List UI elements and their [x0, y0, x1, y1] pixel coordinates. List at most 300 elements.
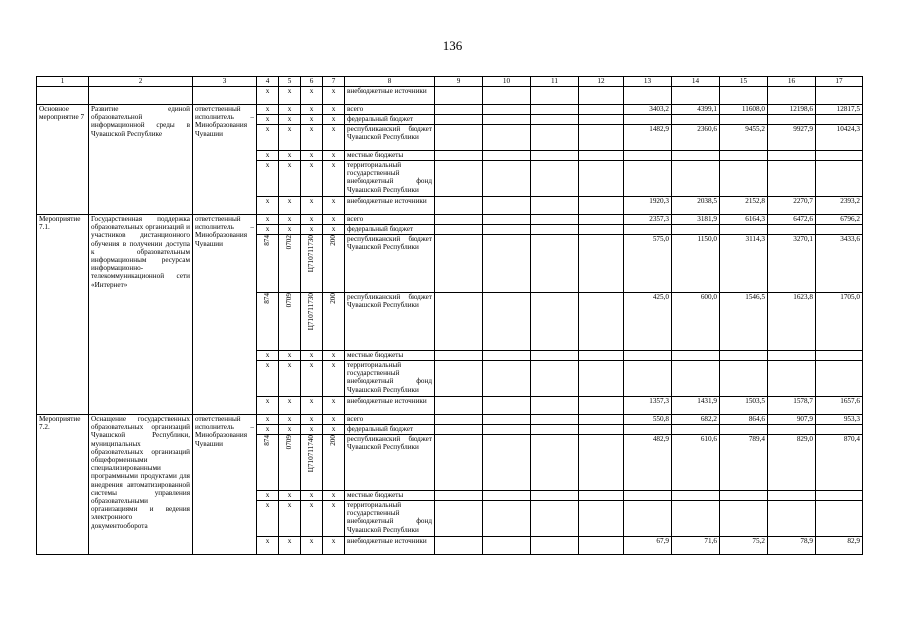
budget-value: 482,9: [624, 435, 672, 491]
empty-year-cell: [531, 491, 579, 501]
budget-value: 682,2: [672, 415, 720, 425]
budget-code: x: [279, 105, 301, 115]
budget-value: 10424,3: [816, 125, 863, 151]
budget-value: [768, 361, 816, 397]
empty-year-cell: [579, 293, 624, 351]
budget-code: x: [301, 491, 323, 501]
budget-value: 1705,0: [816, 293, 863, 351]
event-name: Мероприятие 7.1.: [37, 215, 89, 415]
budget-code: [323, 235, 345, 293]
budget-value: 789,4: [720, 435, 768, 491]
budget-value: 870,4: [816, 435, 863, 491]
empty-year-cell: [579, 125, 624, 151]
budget-value: [720, 351, 768, 361]
budget-value: [768, 501, 816, 537]
budget-value: 6164,3: [720, 215, 768, 225]
budget-value: 1503,5: [720, 397, 768, 415]
column-number: 17: [816, 77, 863, 87]
budget-code: x: [257, 397, 279, 415]
responsible-executor: ответственный исполнитель – Минобразования Чувашии: [193, 415, 257, 555]
funding-source: местные бюджеты: [345, 491, 435, 501]
table-row: [37, 415, 863, 425]
budget-value: [720, 425, 768, 435]
empty-year-cell: [435, 161, 483, 197]
funding-source: республиканский бюджет Чувашской Республики: [345, 235, 435, 293]
budget-code: x: [323, 197, 345, 215]
budget-value: [672, 361, 720, 397]
budget-value: [672, 161, 720, 197]
budget-value: 75,2: [720, 537, 768, 555]
budget-value: [816, 87, 863, 105]
budget-code-text: 200: [329, 235, 338, 246]
budget-value: [720, 491, 768, 501]
empty-year-cell: [435, 293, 483, 351]
budget-code: x: [257, 115, 279, 125]
budget-value: [624, 87, 672, 105]
empty-year-cell: [483, 501, 531, 537]
budget-value: 953,3: [816, 415, 863, 425]
budget-value: 6796,2: [816, 215, 863, 225]
budget-value: [624, 501, 672, 537]
budget-value: [768, 491, 816, 501]
budget-value: [672, 115, 720, 125]
budget-value: 1546,5: [720, 293, 768, 351]
budget-code: x: [279, 425, 301, 435]
budget-code: [323, 435, 345, 491]
budget-value: 3114,3: [720, 235, 768, 293]
budget-code: [301, 293, 323, 351]
budget-value: 12817,5: [816, 105, 863, 115]
budget-code: x: [301, 105, 323, 115]
empty-year-cell: [531, 151, 579, 161]
budget-code: x: [301, 225, 323, 235]
budget-code-text: Ц710711730: [307, 235, 316, 273]
budget-value: 610,6: [672, 435, 720, 491]
budget-code: x: [257, 491, 279, 501]
event-description: Оснащение государственных образовательных организаций Чувашской Республики, муниципальных образовательных организаций общеформенными специализированными программными продуктами для внедрения автоматизированной системы управления образовательными организациями и ведения электронного документооборота: [89, 415, 193, 555]
budget-code: x: [323, 361, 345, 397]
empty-year-cell: [483, 397, 531, 415]
empty-year-cell: [531, 225, 579, 235]
budget-code: x: [279, 537, 301, 555]
budget-code: x: [257, 215, 279, 225]
empty-year-cell: [435, 501, 483, 537]
budget-code: x: [257, 537, 279, 555]
budget-value: 1657,6: [816, 397, 863, 415]
budget-code: x: [323, 425, 345, 435]
column-number: 11: [531, 77, 579, 87]
empty-year-cell: [579, 161, 624, 197]
budget-code: x: [301, 425, 323, 435]
empty-year-cell: [531, 235, 579, 293]
budget-code: x: [301, 501, 323, 537]
empty-year-cell: [483, 225, 531, 235]
funding-source: республиканский бюджет Чувашской Республики: [345, 435, 435, 491]
budget-value: 1431,9: [672, 397, 720, 415]
empty-year-cell: [579, 235, 624, 293]
budget-code: x: [323, 397, 345, 415]
budget-value: [624, 491, 672, 501]
column-number: 13: [624, 77, 672, 87]
budget-code: x: [301, 537, 323, 555]
budget-value: [768, 425, 816, 435]
budget-value: [720, 161, 768, 197]
funding-source: территориальный государственный внебюджетный фонд Чувашской Республики: [345, 361, 435, 397]
budget-value: 2393,2: [816, 197, 863, 215]
budget-value: 829,0: [768, 435, 816, 491]
budget-value: [624, 151, 672, 161]
budget-value: [816, 225, 863, 235]
funding-source: территориальный государственный внебюджетный фонд Чувашской Республики: [345, 501, 435, 537]
empty-year-cell: [483, 105, 531, 115]
budget-code-text: 0709: [285, 293, 294, 308]
column-number: 12: [579, 77, 624, 87]
empty-year-cell: [531, 415, 579, 425]
funding-source: местные бюджеты: [345, 351, 435, 361]
empty-year-cell: [483, 161, 531, 197]
funding-source: всего: [345, 415, 435, 425]
budget-value: [624, 115, 672, 125]
budget-value: [816, 425, 863, 435]
budget-value: 2270,7: [768, 197, 816, 215]
empty-year-cell: [435, 151, 483, 161]
empty-year-cell: [579, 197, 624, 215]
budget-code: x: [301, 151, 323, 161]
budget-code: x: [323, 351, 345, 361]
empty-year-cell: [483, 435, 531, 491]
budget-value: [672, 87, 720, 105]
budget-code: x: [301, 87, 323, 105]
empty-year-cell: [483, 215, 531, 225]
empty-year-cell: [579, 491, 624, 501]
empty-year-cell: [435, 361, 483, 397]
budget-code: x: [257, 501, 279, 537]
budget-code: x: [257, 125, 279, 151]
budget-value: [672, 491, 720, 501]
budget-value: [624, 361, 672, 397]
empty-year-cell: [579, 115, 624, 125]
budget-value: [624, 425, 672, 435]
budget-code: x: [257, 361, 279, 397]
empty-year-cell: [579, 215, 624, 225]
empty-year-cell: [579, 361, 624, 397]
empty-year-cell: [531, 87, 579, 105]
empty-year-cell: [579, 105, 624, 115]
funding-source: местные бюджеты: [345, 151, 435, 161]
empty-year-cell: [531, 397, 579, 415]
budget-value: 1920,3: [624, 197, 672, 215]
budget-code: x: [323, 105, 345, 115]
empty-year-cell: [579, 87, 624, 105]
budget-code: x: [279, 87, 301, 105]
budget-code: x: [301, 415, 323, 425]
empty-year-cell: [531, 105, 579, 115]
budget-value: 3433,6: [816, 235, 863, 293]
budget-value: [720, 501, 768, 537]
empty-year-cell: [483, 151, 531, 161]
column-number: 3: [193, 77, 257, 87]
budget-value: [624, 161, 672, 197]
budget-code: [301, 435, 323, 491]
budget-value: 3403,2: [624, 105, 672, 115]
budget-code: x: [257, 161, 279, 197]
funding-source: внебюджетные источники: [345, 197, 435, 215]
funding-source: всего: [345, 215, 435, 225]
budget-value: 2152,8: [720, 197, 768, 215]
event-description: Государственная поддержка образовательных организаций и участников дистанционного обучения в получении доступа к образовательным информационным ресурсам информационно-телекоммуникационной сети «Интернет»: [89, 215, 193, 415]
empty-year-cell: [483, 197, 531, 215]
budget-code-text: Ц710711730: [307, 293, 316, 331]
empty-year-cell: [531, 115, 579, 125]
budget-value: 1578,7: [768, 397, 816, 415]
budget-code-text: 0709: [285, 435, 294, 450]
budget-code: x: [323, 87, 345, 105]
funding-source: федеральный бюджет: [345, 225, 435, 235]
empty-year-cell: [483, 491, 531, 501]
budget-value: [624, 225, 672, 235]
empty-year-cell: [435, 87, 483, 105]
page-number: 136: [442, 38, 463, 53]
event-description: Развитие единой образовательной информационной среды в Чувашской Республике: [89, 105, 193, 215]
budget-value: 907,9: [768, 415, 816, 425]
empty-year-cell: [579, 415, 624, 425]
budget-code: x: [279, 415, 301, 425]
responsible-executor: ответственный исполнитель – Минобразования Чувашии: [193, 105, 257, 215]
empty-year-cell: [435, 397, 483, 415]
column-number: 15: [720, 77, 768, 87]
budget-value: 550,8: [624, 415, 672, 425]
funding-source: внебюджетные источники: [345, 87, 435, 105]
empty-year-cell: [531, 435, 579, 491]
funding-source: внебюджетные источники: [345, 537, 435, 555]
budget-code: [279, 293, 301, 351]
budget-value: [672, 151, 720, 161]
budget-value: 864,6: [720, 415, 768, 425]
budget-code: x: [279, 361, 301, 397]
budget-code: x: [257, 151, 279, 161]
budget-code: x: [279, 215, 301, 225]
budget-value: [768, 161, 816, 197]
funding-source: федеральный бюджет: [345, 425, 435, 435]
column-number: 7: [323, 77, 345, 87]
table-row: [37, 87, 863, 105]
budget-code-text: 874: [263, 235, 272, 246]
budget-value: [816, 361, 863, 397]
budget-code: x: [279, 491, 301, 501]
budget-value: 9927,9: [768, 125, 816, 151]
empty-year-cell: [483, 351, 531, 361]
column-number: 5: [279, 77, 301, 87]
empty-year-cell: [483, 425, 531, 435]
budget-value: [672, 425, 720, 435]
budget-value: 425,0: [624, 293, 672, 351]
budget-value: 2357,3: [624, 215, 672, 225]
empty-year-cell: [579, 151, 624, 161]
budget-code: x: [257, 425, 279, 435]
budget-value: 82,9: [816, 537, 863, 555]
empty-year-cell: [435, 215, 483, 225]
empty-year-cell: [531, 361, 579, 397]
empty-year-cell: [531, 197, 579, 215]
event-description: [89, 87, 193, 105]
empty-year-cell: [579, 351, 624, 361]
budget-code: x: [279, 115, 301, 125]
empty-year-cell: [483, 115, 531, 125]
funding-source: территориальный государственный внебюджетный фонд Чувашской Республики: [345, 161, 435, 197]
budget-value: [768, 115, 816, 125]
budget-value: [816, 491, 863, 501]
budget-code: x: [279, 197, 301, 215]
budget-value: 1623,8: [768, 293, 816, 351]
funding-source: всего: [345, 105, 435, 115]
budget-value: 3181,9: [672, 215, 720, 225]
budget-value: [816, 351, 863, 361]
budget-value: 2038,5: [672, 197, 720, 215]
budget-code: x: [323, 215, 345, 225]
budget-value: 600,0: [672, 293, 720, 351]
budget-code: x: [301, 215, 323, 225]
budget-value: 11608,0: [720, 105, 768, 115]
budget-value: 78,9: [768, 537, 816, 555]
budget-code: x: [301, 161, 323, 197]
budget-code: x: [323, 125, 345, 151]
budget-code: x: [301, 397, 323, 415]
empty-year-cell: [579, 501, 624, 537]
budget-code-text: Ц710711740: [307, 435, 316, 473]
budget-value: [816, 161, 863, 197]
empty-year-cell: [483, 235, 531, 293]
empty-year-cell: [531, 537, 579, 555]
header-row: [37, 77, 863, 87]
empty-year-cell: [579, 435, 624, 491]
budget-value: 2360,6: [672, 125, 720, 151]
empty-year-cell: [435, 125, 483, 151]
budget-value: 575,0: [624, 235, 672, 293]
budget-value: 4399,1: [672, 105, 720, 115]
column-number: 8: [345, 77, 435, 87]
empty-year-cell: [435, 351, 483, 361]
budget-code: x: [301, 115, 323, 125]
budget-code: x: [279, 151, 301, 161]
budget-table: [36, 76, 863, 555]
empty-year-cell: [435, 491, 483, 501]
budget-code: x: [257, 87, 279, 105]
empty-year-cell: [435, 235, 483, 293]
column-number: 1: [37, 77, 89, 87]
budget-value: [768, 151, 816, 161]
empty-year-cell: [531, 425, 579, 435]
budget-code: x: [301, 361, 323, 397]
budget-value: [720, 225, 768, 235]
budget-code: x: [301, 351, 323, 361]
column-number: 14: [672, 77, 720, 87]
funding-source: внебюджетные источники: [345, 397, 435, 415]
column-number: 16: [768, 77, 816, 87]
budget-code: [279, 435, 301, 491]
empty-year-cell: [531, 351, 579, 361]
budget-code: x: [323, 491, 345, 501]
table-row: [37, 215, 863, 225]
budget-code: [257, 293, 279, 351]
budget-code: x: [301, 125, 323, 151]
budget-value: [624, 351, 672, 361]
budget-value: 1357,3: [624, 397, 672, 415]
empty-year-cell: [531, 501, 579, 537]
budget-code-text: 0702: [285, 235, 294, 250]
budget-value: [720, 87, 768, 105]
budget-code: x: [279, 161, 301, 197]
budget-value: [720, 361, 768, 397]
empty-year-cell: [483, 87, 531, 105]
event-name: Мероприятие 7.2.: [37, 415, 89, 555]
budget-code: x: [279, 225, 301, 235]
budget-code: x: [301, 197, 323, 215]
empty-year-cell: [435, 435, 483, 491]
empty-year-cell: [531, 161, 579, 197]
empty-year-cell: [435, 415, 483, 425]
budget-code: x: [279, 397, 301, 415]
budget-code: x: [279, 501, 301, 537]
empty-year-cell: [483, 537, 531, 555]
budget-code: x: [323, 415, 345, 425]
funding-source: республиканский бюджет Чувашской Республики: [345, 293, 435, 351]
budget-value: [768, 87, 816, 105]
funding-source: федеральный бюджет: [345, 115, 435, 125]
budget-value: 1150,0: [672, 235, 720, 293]
column-number: 10: [483, 77, 531, 87]
budget-code-text: 200: [329, 435, 338, 446]
empty-year-cell: [483, 125, 531, 151]
budget-value: [768, 225, 816, 235]
budget-value: [672, 351, 720, 361]
budget-value: [816, 151, 863, 161]
budget-code: x: [323, 225, 345, 235]
empty-year-cell: [531, 215, 579, 225]
column-number: 2: [89, 77, 193, 87]
budget-value: [816, 115, 863, 125]
budget-value: [672, 501, 720, 537]
budget-code: x: [323, 161, 345, 197]
budget-value: 9455,2: [720, 125, 768, 151]
event-name: Основное мероприятие 7: [37, 105, 89, 215]
budget-value: 6472,6: [768, 215, 816, 225]
empty-year-cell: [435, 197, 483, 215]
budget-value: [720, 115, 768, 125]
budget-code: x: [257, 351, 279, 361]
budget-code: x: [323, 151, 345, 161]
empty-year-cell: [579, 537, 624, 555]
budget-value: [816, 501, 863, 537]
empty-year-cell: [435, 225, 483, 235]
responsible-executor: [193, 87, 257, 105]
empty-year-cell: [483, 415, 531, 425]
responsible-executor: ответственный исполнитель – Минобразования Чувашии: [193, 215, 257, 415]
column-number: 4: [257, 77, 279, 87]
budget-code-text: 874: [263, 293, 272, 304]
budget-code: x: [279, 351, 301, 361]
budget-code: [257, 235, 279, 293]
budget-value: 3270,1: [768, 235, 816, 293]
column-number: 9: [435, 77, 483, 87]
empty-year-cell: [435, 115, 483, 125]
budget-value: [672, 225, 720, 235]
event-name: [37, 87, 89, 105]
empty-year-cell: [579, 397, 624, 415]
budget-code: [279, 235, 301, 293]
budget-code: x: [257, 105, 279, 115]
budget-code-text: 200: [329, 293, 338, 304]
budget-code: x: [279, 125, 301, 151]
